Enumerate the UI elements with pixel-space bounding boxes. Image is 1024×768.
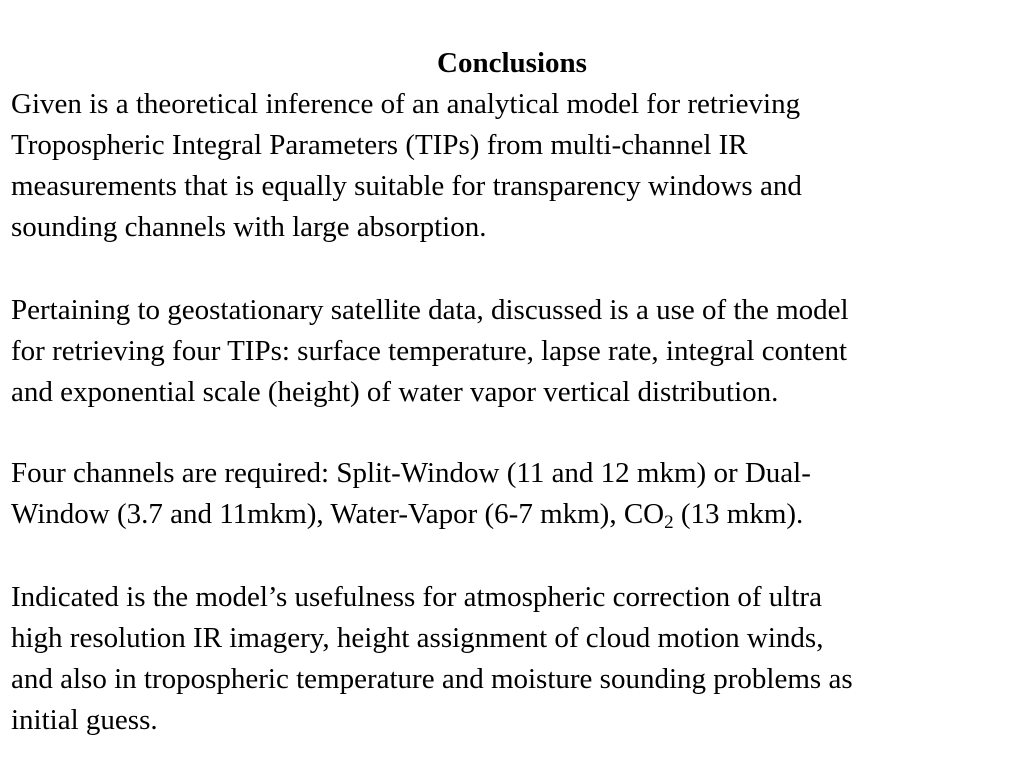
text-line: and exponential scale (height) of water vapor vertical distribution. xyxy=(11,376,779,408)
text-line: sounding channels with large absorption. xyxy=(11,211,487,243)
text-line-with-subscript xyxy=(11,494,1016,535)
paragraph-geostationary-use xyxy=(11,290,1016,413)
text-line: high resolution IR imagery, height assignment of cloud motion winds, xyxy=(11,622,824,654)
co2-subscript: 2 xyxy=(664,512,674,533)
text-line: Given is a theoretical inference of an analytical model for retrieving xyxy=(11,88,801,120)
text-line: initial guess. xyxy=(11,704,158,736)
slide-title: Conclusions xyxy=(437,47,587,79)
text-segment: (13 mkm). xyxy=(673,498,804,530)
paragraph-usefulness xyxy=(11,577,1016,741)
text-line: and also in tropospheric temperature and moisture sounding problems as xyxy=(11,663,853,695)
text-line: Tropospheric Integral Parameters (TIPs) from multi-channel IR xyxy=(11,129,748,161)
text-segment: Window (3.7 and 11mkm), Water-Vapor (6-7 mkm), CO xyxy=(11,498,665,530)
paragraph-required-channels xyxy=(11,453,1016,535)
text-line: Pertaining to geostationary satellite data, discussed is a use of the model xyxy=(11,294,849,326)
paragraph-model-summary xyxy=(11,84,1016,248)
text-line: Four channels are required: Split-Window (11 and 12 mkm) or Dual- xyxy=(11,457,811,489)
text-line: Indicated is the model’s usefulness for atmospheric correction of ultra xyxy=(11,581,822,613)
text-line: measurements that is equally suitable for transparency windows and xyxy=(11,170,802,202)
text-line: for retrieving four TIPs: surface temperature, lapse rate, integral content xyxy=(11,335,848,367)
